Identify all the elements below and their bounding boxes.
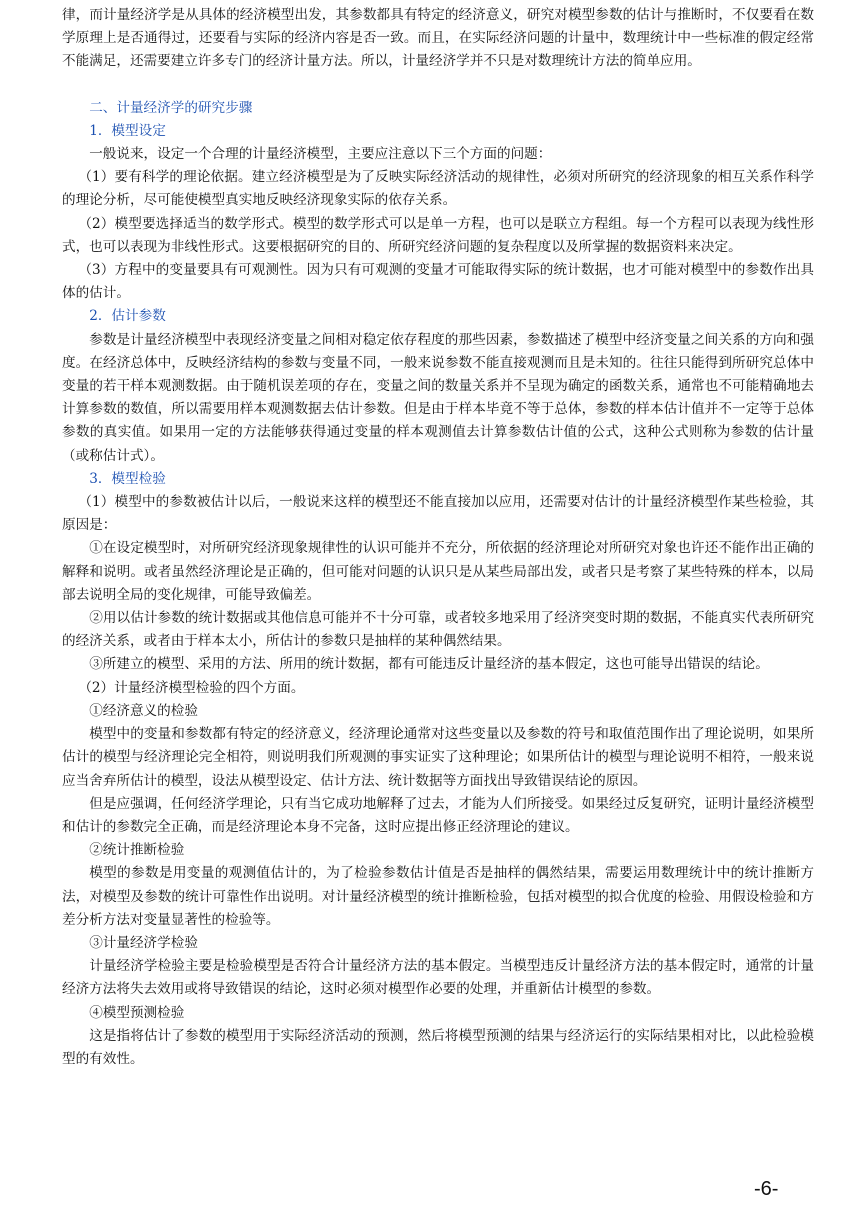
step1-point3: （3）方程中的变量要具有可观测性。因为只有可观测的变量才可能取得实际的统计数据，也才可能对模型中的参数作出具体的估计。 bbox=[62, 262, 814, 302]
page-number: -6- bbox=[754, 1178, 779, 1200]
step3-paragraph-1: （1）模型中的参数被估计以后，一般说来这样的模型还不能直接加以应用，还需要对估计的计量经济模型作某些检验，其原因是： bbox=[62, 494, 814, 534]
check2-body: 模型的参数是用变量的观测值估计的，为了检验参数估计值是否是抽样的偶然结果，需要运用数理统计中的统计推断方法，对模型及参数的统计可靠性作出说明。对计量经济模型的统计推断检验，包括对模型的拟合优度的检验、用假设检验和方差分析方法对变量显著性的检验等。 bbox=[62, 865, 814, 928]
check4-title: ④模型预测检验 bbox=[89, 1004, 185, 1021]
check3-title: ③计量经济学检验 bbox=[89, 934, 198, 951]
step1-point1: （1）要有科学的理论依据。建立经济模型是为了反映实际经济活动的规律性，必须对所研究的经济现象的相互关系作科学的理论分析，尽可能使模型真实地反映经济现象实际的依存关系。 bbox=[62, 169, 814, 209]
intro-paragraph: 律，而计量经济学是从具体的经济模型出发，其参数都具有特定的经济意义，研究对模型参数的估计与推断时，不仅要看在数学原理上是否通得过，还要看与实际的经济内容是否一致。而且，在实际经济问题的计量中，数理统计中一些标准的假定经常不能满足，还需要建立许多专门的经济计量方法。所以，计量经济学并不只是对数理统计方法的简单应用。 bbox=[62, 7, 814, 70]
step1-point2: （2）模型要选择适当的数学形式。模型的数学形式可以是单一方程，也可以是联立方程组。每一个方程可以表现为线性形式，也可以表现为非线性形式。这要根据研究的目的、所研究经济问题的复杂程度以及所掌握的数据资料来决定。 bbox=[62, 215, 814, 255]
reason-1: ①在设定模型时，对所研究经济现象规律性的认识可能并不充分，所依据的经济理论对所研究对象也许还不能作出正确的解释和说明。或者虽然经济理论是正确的，但可能对问题的认识只是从某些局部出发，或者只是考察了某些特殊的样本，以局部去说明全局的变化规律，可能导致偏差。 bbox=[62, 540, 814, 603]
step2-body: 参数是计量经济模型中表现经济变量之间相对稳定依存程度的那些因素，参数描述了模型中经济变量之间关系的方向和强度。在经济总体中，反映经济结构的参数与变量不同，一般来说参数不能直接观测而且是未知的。往往只能得到所研究总体中变量的若干样本观测数据。由于随机误差项的存在，变量之间的数量关系并不呈现为确定的函数关系，通常也不可能精确地去计算参数的数值，所以需要用样本观测数据去估计参数。但是由于样本毕竟不等于总体，参数的样本估计值并不一定等于总体参数的真实值。如果用一定的方法能够获得通过变量的样本观测值去计算参数估计值的公式，这种公式则称为参数的估计量（或称估计式）。 bbox=[62, 331, 814, 464]
check1-body: 模型中的变量和参数都有特定的经济意义，经济理论通常对这些变量以及参数的符号和取值范围作出了理论说明，如果所估计的模型与经济理论完全相符，则说明我们所观测的事实证实了这种理论；如果所估计的模型与理论说明不相符，一般来说应当舍弃所估计的模型，设法从模型设定、估计方法、统计数据等方面找出导致错误结论的原因。 bbox=[62, 726, 814, 789]
spacer bbox=[62, 74, 814, 97]
step3-paragraph-2: （2）计量经济模型检验的四个方面。 bbox=[78, 679, 305, 696]
step2-heading: 2．估计参数 bbox=[89, 308, 166, 325]
check1-title: ①经济意义的检验 bbox=[89, 702, 198, 719]
document-page bbox=[62, 4, 814, 1071]
reason-3: ③所建立的模型、采用的方法、所用的统计数据，都有可能违反计量经济的基本假定，这也可能导出错误的结论。 bbox=[89, 656, 769, 673]
reason-2: ②用以估计参数的统计数据或其他信息可能并不十分可靠，或者较多地采用了经济突变时期的数据，不能真实代表所研究的经济关系，或者由于样本太小，所估计的参数只是抽样的某种偶然结果。 bbox=[62, 610, 814, 650]
check4-body: 这是指将估计了参数的模型用于实际经济活动的预测，然后将模型预测的结果与经济运行的实际结果相对比，以此检验模型的有效性。 bbox=[62, 1027, 814, 1067]
step1-heading: 1．模型设定 bbox=[89, 122, 166, 139]
step1-intro: 一般说来，设定一个合理的计量经济模型，主要应注意以下三个方面的问题： bbox=[89, 146, 552, 163]
check3-body: 计量经济学检验主要是检验模型是否符合计量经济方法的基本假定。当模型违反计量经济方法的基本假定时，通常的计量经济方法将失去效用或将导致错误的结论，这时必须对模型作必要的处理，并重新估计模型的参数。 bbox=[62, 958, 814, 998]
check2-title: ②统计推断检验 bbox=[89, 842, 185, 859]
check1-body-2: 但是应强调，任何经济学理论，只有当它成功地解释了过去，才能为人们所接受。如果经过反复研究，证明计量经济模型和估计的参数完全正确，而是经济理论本身不完备，这时应提出修正经济理论的建议。 bbox=[62, 795, 814, 835]
section-heading: 二、计量经济学的研究步骤 bbox=[89, 99, 253, 116]
step3-heading: 3．模型检验 bbox=[89, 470, 166, 487]
